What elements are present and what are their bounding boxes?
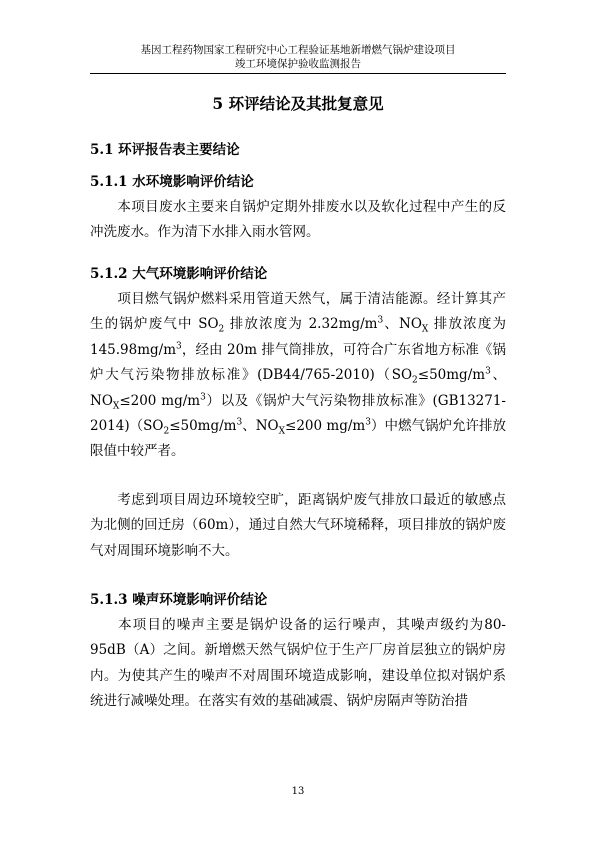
running-header-line2: 竣工环境保护验收监测报告 — [235, 58, 361, 70]
section-heading-5-1-2: 5.1.2 大气环境影响评价结论 — [90, 266, 268, 282]
paragraph-air: 项目燃气锅炉燃料采用管道天然气，属于清洁能源。经计算其产生的锅炉废气中 $SO_2$ 排放浓度为 $2.32mg/m^3$、$NO_X$ 排放浓度为 $145.98mg/m^3$，经由 20m 排气筒排放，可符合广东省地方标准《锅炉大气污染物排放标准》$(DB44/765-2010)(SO_2\le 50mg/m^3$、$NO_X\le 200$ $mg/m^3$）以及《锅炉大气污染物排放标准》$(GB13271-2014)(SO_2\le 50mg/m^3$、$NO_X\le 200$ $mg/m^3$）中燃气锅炉允许排放限值中较严者。 — [90, 291, 506, 460]
paragraph-noise: 本项目的噪声主要是锅炉设备的运行噪声，其噪声级约为80-95dB（A）之间。新增燃天然气锅炉位于生产厂房首层独立的锅炉房内。为使其产生的噪声不对周围环境造成影响，建设单位拟对锅炉系统进行减噪处理。在落实有效的基础减震、锅炉房隔声等防治措 — [90, 617, 506, 710]
section-heading-5-1-1: 5.1.1 水环境影响评价结论 — [90, 174, 254, 190]
chapter-title: 5 环评结论及其批复意见 — [212, 94, 384, 113]
page-number: 13 — [291, 786, 305, 797]
header-rule — [90, 73, 506, 74]
section-heading-5-1: 5.1 环评报告表主要结论 — [90, 142, 240, 158]
paragraph-air-2: 考虑到项目周边环境较空旷，距离锅炉废气排放口最近的敏感点为北侧的回迁房（60m），通过自然大气环境稀释，项目排放的锅炉废气对周围环境影响不大。 — [90, 492, 506, 559]
running-header-line1: 基因工程药物国家工程研究中心工程验证基地新增燃气锅炉建设项目 — [140, 44, 456, 56]
paragraph-water: 本项目废水主要来自锅炉定期外排废水以及软化过程中产生的反冲洗废水。作为清下水排入雨水管网。 — [90, 199, 506, 241]
section-heading-5-1-3: 5.1.3 噪声环境影响评价结论 — [90, 592, 268, 608]
